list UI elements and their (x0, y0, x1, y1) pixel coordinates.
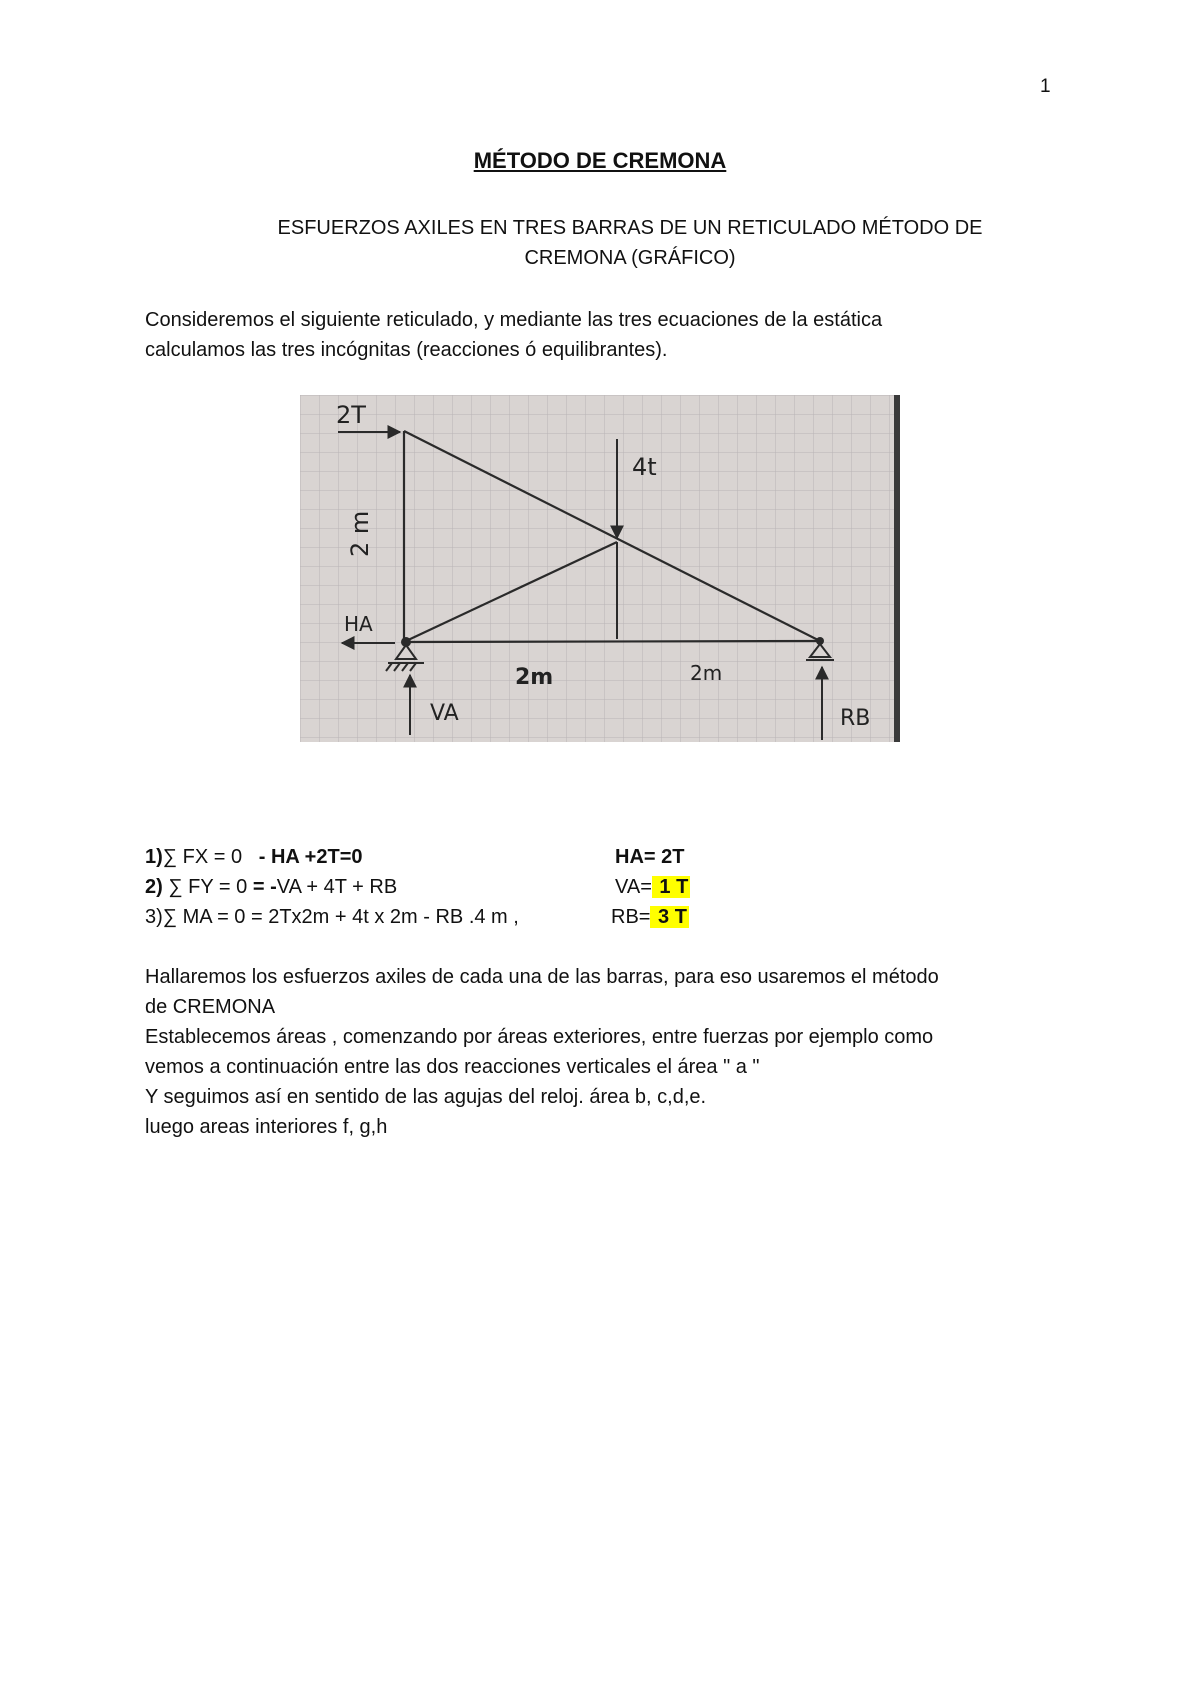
label-span-left: 2m (515, 665, 554, 690)
equation-result: HA= 2T (615, 846, 685, 868)
equation-result (611, 902, 689, 932)
equilibrium-equations (145, 842, 1045, 932)
body-line: vemos a continuación entre las dos reacciones verticales el área " a " (145, 1056, 760, 1078)
right-edge (894, 395, 900, 742)
body-line: de CREMONA (145, 996, 276, 1018)
equation-expr-bold: = - (252, 876, 277, 898)
equation-result (615, 872, 690, 902)
body-line: Hallaremos los esfuerzos axiles de cada una de las barras, para eso usaremos el método (145, 966, 939, 988)
equation-expr: VA + 4T + RB (276, 876, 398, 898)
equation-lhs (145, 872, 397, 902)
page-number: 1 (1040, 76, 1051, 97)
equation-number: 1) (145, 846, 163, 868)
label-rb: RB (840, 706, 871, 731)
grid-lines (300, 395, 900, 742)
label-2t: 2T (336, 401, 366, 429)
body-line: luego areas interiores f, g,h (145, 1116, 388, 1138)
body-paragraph (145, 962, 1065, 1142)
equation-sum: ∑ MA = 0 = 2Tx2m + 4t x 2m - RB .4 m , (162, 906, 519, 928)
body-line: Establecemos áreas , comenzando por áreas exteriores, entre fuerzas por ejemplo como (145, 1026, 934, 1048)
subtitle-line: CREMONA (GRÁFICO) (524, 247, 736, 269)
equation-lhs (145, 902, 519, 932)
equation-lhs (145, 842, 363, 872)
intro-line: Consideremos el siguiente reticulado, y mediante las tres ecuaciones de la estática (145, 309, 883, 331)
result-label: VA= (615, 876, 652, 898)
truss-sketch (300, 395, 900, 742)
equation-number: 3) (145, 906, 163, 928)
equation-expr: - HA +2T=0 (258, 846, 363, 868)
equation-sum: ∑ FX = 0 (162, 846, 243, 868)
label-va: VA (430, 701, 459, 726)
bottom-chord-bar (404, 641, 820, 642)
subtitle-line: ESFUERZOS AXILES EN TRES BARRAS DE UN RETICULADO MÉTODO DE (277, 217, 983, 239)
label-span-right: 2m (690, 661, 723, 685)
result-value: 3 T (652, 906, 687, 928)
subtitle (220, 213, 1040, 273)
intro-paragraph (145, 305, 1045, 365)
page-title: MÉTODO DE CREMONA (473, 148, 727, 173)
body-line: Y seguimos así en sentido de las agujas del reloj. área b, c,d,e. (145, 1086, 707, 1108)
equation-number: 2) (145, 876, 163, 898)
equation-sum: ∑ FY = 0 (162, 876, 253, 898)
result-value: 1 T (653, 876, 689, 898)
truss-figure (300, 395, 900, 742)
label-4t: 4t (632, 453, 657, 481)
result-label: RB= (611, 906, 651, 928)
label-height: 2 m (346, 510, 374, 557)
equation-row (145, 902, 1045, 932)
equation-row (145, 842, 1045, 872)
equation-row (145, 872, 1045, 902)
intro-line: calculamos las tres incógnitas (reacciones ó equilibrantes). (145, 339, 668, 361)
label-ha: HA (344, 612, 373, 636)
